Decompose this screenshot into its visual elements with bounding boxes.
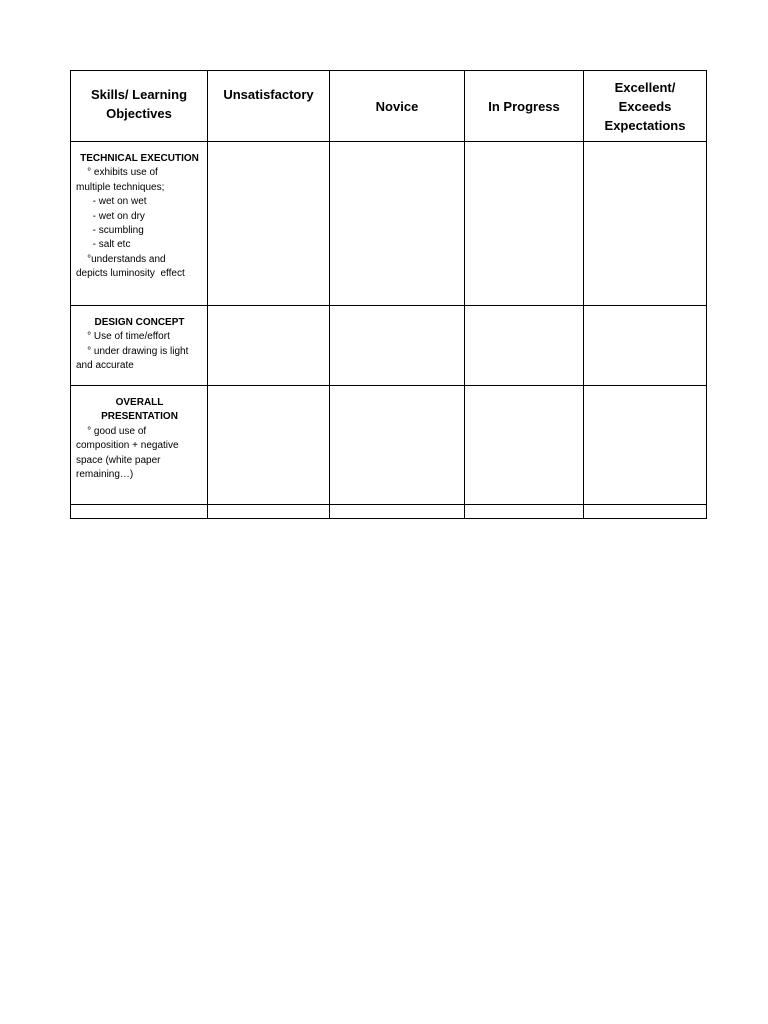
- criterion-line: ° good use of: [76, 425, 147, 437]
- score-cell-novice: [330, 386, 465, 505]
- header-excellent: Excellent/ Exceeds Expectations: [584, 71, 707, 142]
- header-unsatisfactory: Unsatisfactory: [208, 71, 330, 142]
- score-cell-in-progress: [465, 142, 584, 306]
- table-row: [71, 142, 707, 306]
- criterion-line: ° under drawing is light: [76, 345, 189, 357]
- score-cell-novice: [330, 306, 465, 386]
- criterion-line: composition + negative: [76, 440, 179, 452]
- table-row: [71, 306, 707, 386]
- score-cell-in-progress: [465, 386, 584, 505]
- score-cell-unsatisfactory: [208, 386, 330, 505]
- criterion-title: DESIGN CONCEPT: [94, 317, 185, 328]
- header-skills: Skills/ Learning Objectives: [71, 71, 208, 142]
- score-cell-in-progress: [465, 306, 584, 386]
- criterion-line: - scumbling: [76, 225, 144, 237]
- criterion-line: space (white paper: [76, 454, 161, 466]
- criterion-design-concept: [71, 306, 208, 386]
- empty-cell: [71, 505, 208, 519]
- criterion-title: OVERALL PRESENTATION: [101, 397, 178, 423]
- empty-cell: [465, 505, 584, 519]
- score-cell-novice: [330, 142, 465, 306]
- header-in-progress: In Progress: [465, 71, 584, 142]
- criterion-line: depicts luminosity effect: [76, 268, 185, 280]
- criterion-line: - wet on dry: [76, 210, 145, 222]
- score-cell-excellent: [584, 142, 707, 306]
- empty-cell: [584, 505, 707, 519]
- criterion-line: - wet on wet: [76, 196, 147, 208]
- score-cell-unsatisfactory: [208, 306, 330, 386]
- criterion-line: multiple techniques;: [76, 181, 165, 193]
- score-cell-excellent: [584, 306, 707, 386]
- header-novice: Novice: [330, 71, 465, 142]
- rubric-table: [70, 70, 707, 519]
- criterion-line: and accurate: [76, 360, 134, 372]
- criterion-title: TECHNICAL EXECUTION: [80, 153, 199, 164]
- criterion-line: °understands and: [76, 253, 166, 265]
- score-cell-unsatisfactory: [208, 142, 330, 306]
- empty-cell: [330, 505, 465, 519]
- criterion-line: remaining…): [76, 469, 134, 481]
- criterion-overall-presentation: [71, 386, 208, 505]
- criterion-line: - salt etc: [76, 239, 131, 251]
- score-cell-excellent: [584, 386, 707, 505]
- criterion-line: ° Use of time/effort: [76, 331, 170, 343]
- empty-cell: [208, 505, 330, 519]
- empty-row: [71, 505, 707, 519]
- criterion-line: ° exhibits use of: [76, 167, 158, 179]
- criterion-technical-execution: [71, 142, 208, 306]
- table-row: [71, 386, 707, 505]
- header-row: [71, 71, 707, 142]
